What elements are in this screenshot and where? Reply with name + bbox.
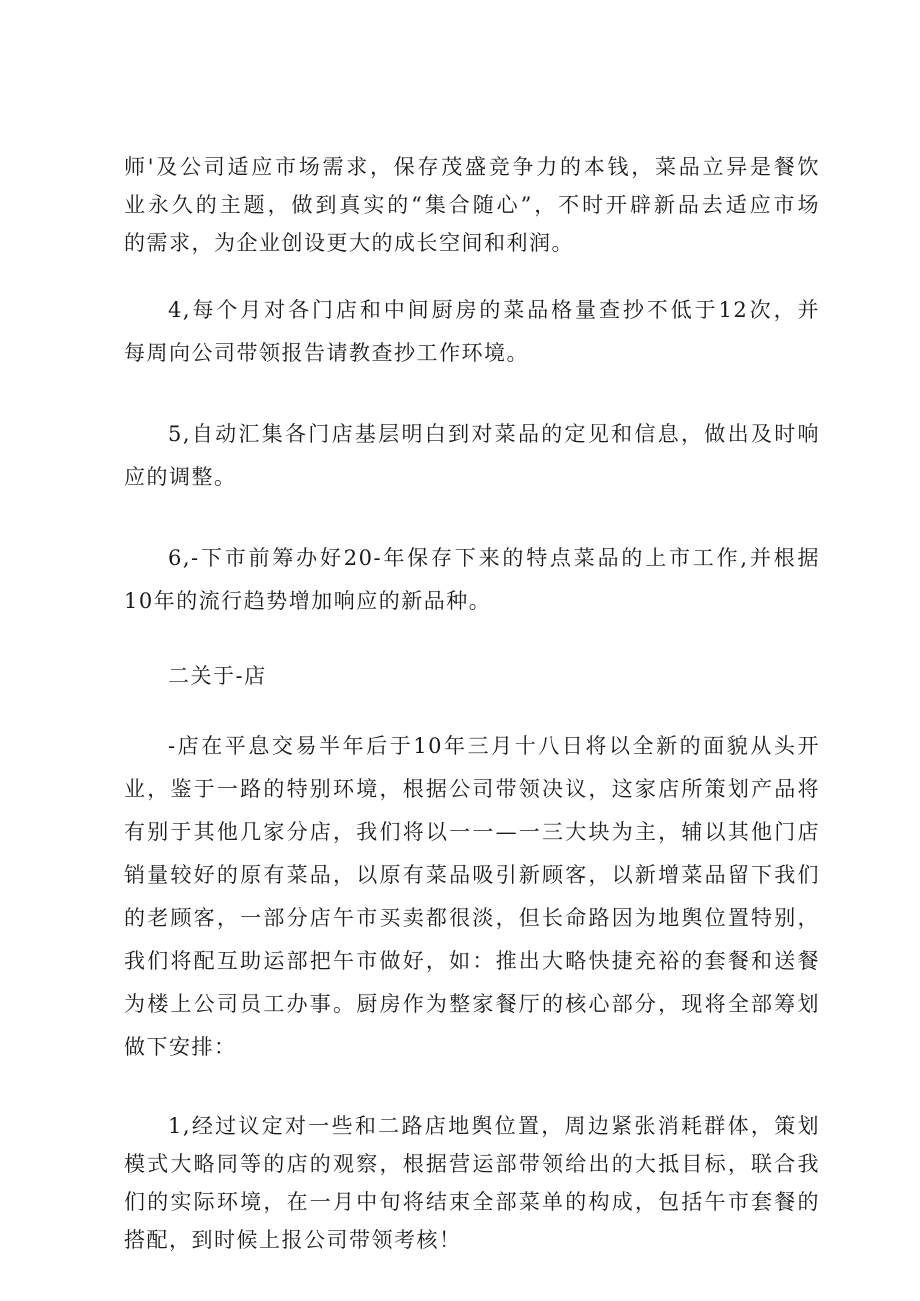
text-line: 6,-下市前筹办好20-年保存下来的特点菜品的上市工作,并根据 xyxy=(168,546,820,570)
text-line: 做下安排： xyxy=(124,1035,237,1059)
text-line: 4,每个月对各门店和中间厨房的菜品格量查抄不低于12次，并 xyxy=(168,298,820,322)
section-heading-text: 二关于-店 xyxy=(168,664,267,688)
paragraph-item-6 xyxy=(124,537,820,623)
paragraph-store-plan xyxy=(124,725,820,1069)
text-line: -店在平息交易半年后于10年三月十八日将以全新的面貌从头开 xyxy=(168,734,820,758)
text-line: 每周向公司带领报告请教查抄工作环境。 xyxy=(124,341,529,365)
text-line: 搭配，到时候上报公司带领考核！ xyxy=(124,1228,462,1252)
paragraph-continuation xyxy=(124,148,820,262)
text-line: 模式大略同等的店的观察，根据营运部带领给出的大抵目标，联合我 xyxy=(124,1152,820,1176)
text-line: 的老顾客，一部分店午市买卖都很淡，但长命路因为地舆位置特别， xyxy=(124,906,820,930)
text-line: 业，鉴于一路的特别环境，根据公司带领决议，这家店所策划产品将 xyxy=(124,777,820,801)
section-heading xyxy=(124,655,820,698)
text-line: 师'及公司适应市场需求，保存茂盛竞争力的本钱，菜品立异是餐饮 xyxy=(124,155,820,179)
text-line: 应的调整。 xyxy=(124,465,237,489)
text-line: 销量较好的原有菜品，以原有菜品吸引新顾客，以新增菜品留下我们 xyxy=(124,863,820,887)
text-line: 为楼上公司员工办事。厨房作为整家餐厅的核心部分，现将全部筹划 xyxy=(124,992,820,1016)
text-line: 我们将配互助运部把午市做好，如：推出大略快捷充裕的套餐和送餐 xyxy=(124,949,820,973)
text-line: 有别于其他几家分店，我们将以一一—一三大块为主，辅以其他门店 xyxy=(124,820,820,844)
text-line: 业永久的主题，做到真实的“集合随心”，不时开辟新品去适应市场 xyxy=(124,193,820,217)
paragraph-plan-item-1 xyxy=(124,1107,820,1259)
text-line: 1,经过议定对一些和二路店地舆位置，周边紧张消耗群体，策划 xyxy=(168,1114,820,1138)
text-line: 的需求，为企业创设更大的成长空间和利润。 xyxy=(124,231,574,255)
text-line: 5,自动汇集各门店基层明白到对菜品的定见和信息，做出及时响 xyxy=(168,422,820,446)
text-line: 10年的流行趋势增加响应的新品种。 xyxy=(124,589,492,613)
paragraph-item-4 xyxy=(124,289,820,375)
paragraph-item-5 xyxy=(124,413,820,499)
text-line: 们的实际环境，在一月中旬将结束全部菜单的构成，包括午市套餐的 xyxy=(124,1190,820,1214)
